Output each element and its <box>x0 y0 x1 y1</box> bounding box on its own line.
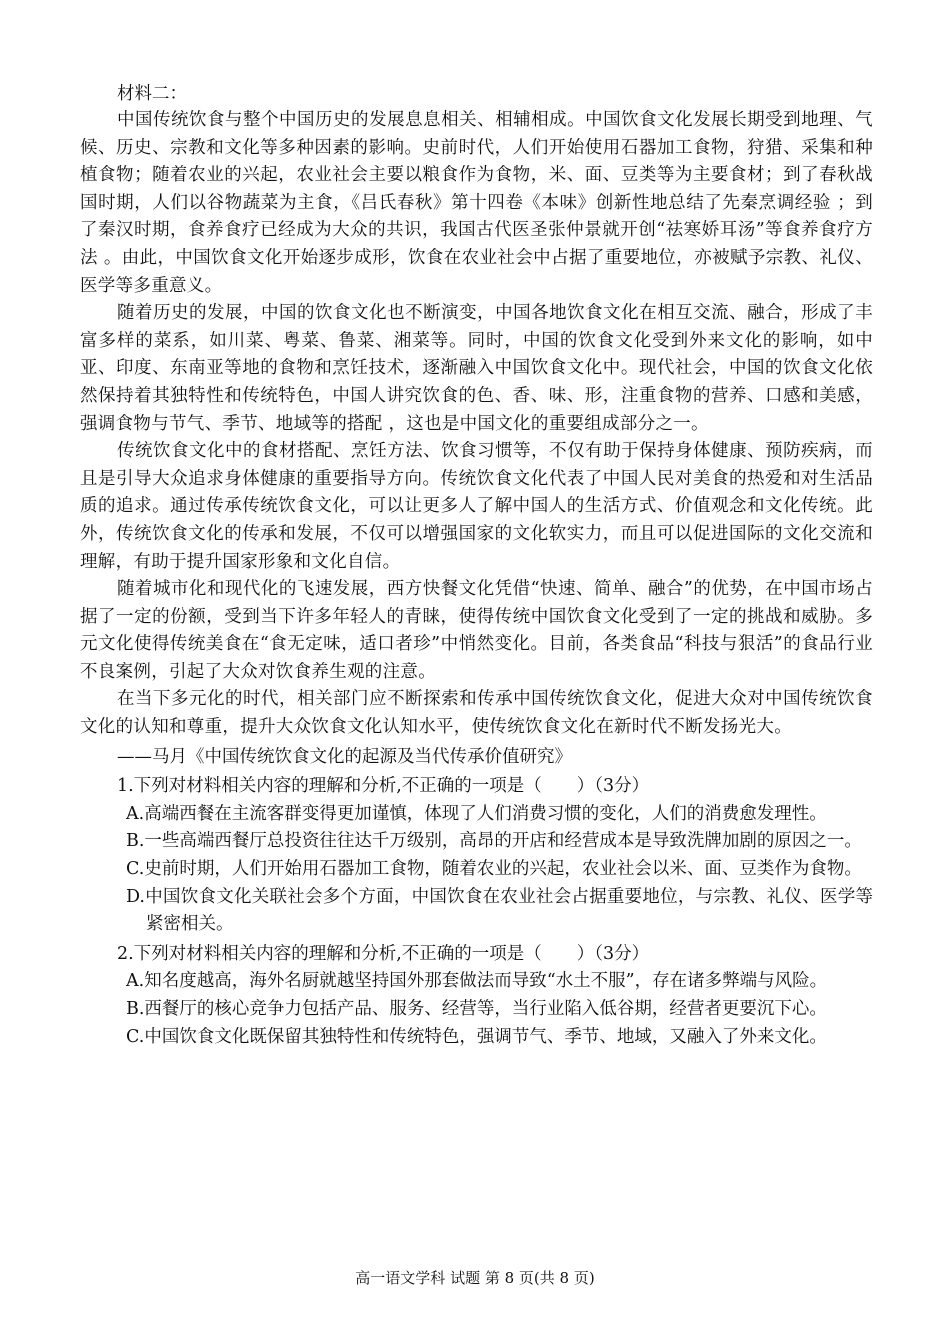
option-b: B.西餐厅的核心竞争力包括产品、服务、经营等，当行业陷入低谷期，经营者更要沉下心。 <box>126 999 827 1019</box>
paragraph-1: 中国传统饮食与整个中国历史的发展息息相关、相辅相成。中国饮食文化发展长期受到地理、气候、历史、宗教和文化等多种因素的影响。史前时代，人们开始使用石器加工食物，狩猎、采集和种植食物；随着农业的兴起，农业社会主要以粮食作为食物，米、面、豆类等为主要食材；到了春秋战国时期，人们以谷物蔬菜为主食，《吕氏春秋》第十四卷《本味》创新性地总结了先秦烹调经验 ；到了秦汉时期，食养食疗已经成为大众的共识，我国古代医圣张仲景就开创“祛寒娇耳汤”等食养食疗方法 。由此，中国饮食文化开始逐步成形，饮食在农业社会中占据了重要地位，亦被赋予宗教、礼仪、医学等多重意义。 <box>80 110 873 296</box>
paragraph-3: 传统饮食文化中的食材搭配、烹饪方法、饮食习惯等，不仅有助于保持身体健康、预防疾病，而且是引导大众追求身体健康的重要指导方向。传统饮食文化代表了中国人民对美食的热爱和对生活品质的追求。通过传承传统饮食文化，可以让更多人了解中国人的生活方式、价值观念和文化传统。此外，传统饮食文化的传承和发展，不仅可以增强国家的文化软实力，而且可以促进国际的文化交流和理解，有助于提升国家形象和文化自信。 <box>80 441 873 572</box>
question-stem: 1.下列对材料相关内容的理解和分析,不正确的一项是（ ）（3分） <box>117 776 650 797</box>
option-a: A.知名度越高，海外名厨就越坚持国外那套做法而导致“水土不服”，存在诸多弊端与风险。 <box>126 971 828 992</box>
option-b: B.一些高端西餐厅总投资往往达千万级别，高昂的开店和经营成本是导致洗牌加剧的原因之一。 <box>126 831 862 852</box>
paragraph-5: 在当下多元化的时代，相关部门应不断探索和传承中国传统饮食文化，促进大众对中国传统饮食文化的认知和尊重，提升大众饮食文化认知水平，使传统饮食文化在新时代不断发扬光大。 <box>80 689 873 738</box>
question-1 <box>80 773 873 939</box>
question-2 <box>80 941 873 1051</box>
page-footer: 高一语文学科 试题 第 8 页(共 8 页) <box>355 1269 595 1287</box>
option-d: D.中国饮食文化关联社会多个方面，中国饮食在农业社会占据重要地位，与宗教、礼仪、医学等紧密相关。 <box>126 886 873 935</box>
option-a: A.高端西餐在主流客群变得更加谨慎，体现了人们消费习惯的变化，人们的消费愈发理性。 <box>126 803 827 824</box>
option-c: C.史前时期，人们开始用石器加工食物，随着农业的兴起，农业社会以米、面、豆类作为食物。 <box>126 859 862 880</box>
material-body <box>80 107 873 742</box>
option-c: C.中国饮食文化既保留其独特性和传统特色，强调节气、季节、地域，又融入了外来文化。 <box>126 1026 827 1047</box>
paragraph-4: 随着城市化和现代化的飞速发展，西方快餐文化凭借“快速、简单、融合”的优势，在中国市场占据了一定的份额，受到当下许多年轻人的青睐，使得传统中国饮食文化受到了一定的挑战和威胁。多元文化使得传统美食在“食无定味，适口者珍”中悄然变化。目前，各类食品“科技与狠活”的食品行业不良案例，引起了大众对饮食养生观的注意。 <box>80 579 873 682</box>
material-heading: 材料二： <box>117 84 187 104</box>
page-content <box>80 82 873 1051</box>
paragraph-2: 随着历史的发展，中国的饮食文化也不断演变，中国各地饮食文化在相互交流、融合，形成了丰富多样的菜系，如川菜、粤菜、鲁菜、湘菜等。同时，中国的饮食文化受到外来文化的影响，如中亚、印度、东南亚等地的食物和烹饪技术，逐渐融入中国饮食文化中。现代社会，中国的饮食文化依然保持着其独特性和传统特色，中国人讲究饮食的色、香、味、形，注重食物的营养、口感和美感，强调食物与节气、季节、地域等的搭配 ，这也是中国文化的重要组成部分之一。 <box>80 303 873 434</box>
question-stem: 2.下列对材料相关内容的理解和分析,不正确的一项是（ ）（3分） <box>117 943 650 964</box>
source-citation: ——马月《中国传统饮食文化的起源及当代传承价值研究》 <box>117 746 572 767</box>
